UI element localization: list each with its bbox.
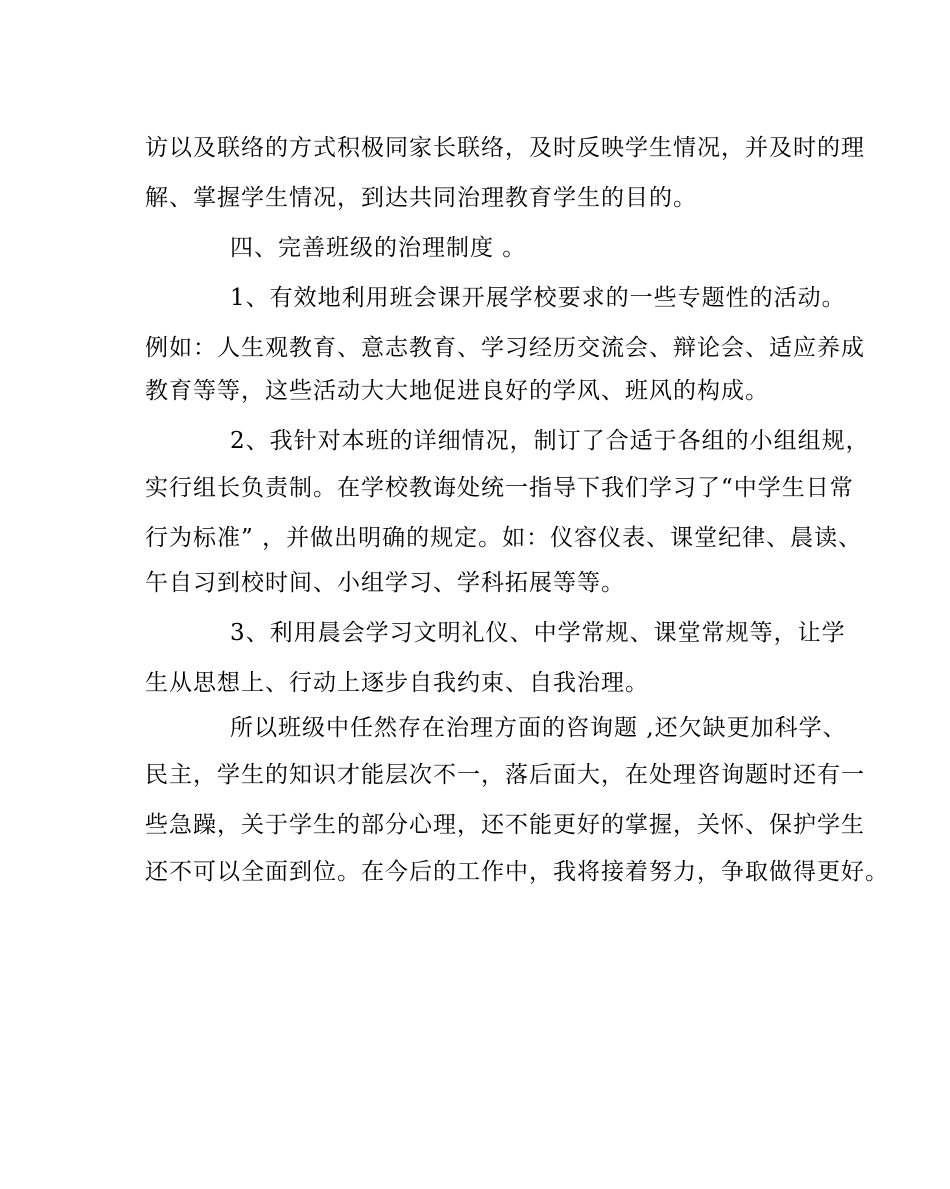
paragraph-line: 所以班级中任然存在治理方面的咨询题 ,还欠缺更加科学、 — [230, 715, 847, 741]
paragraph-line: 1、有效地利用班会课开展学校要求的一些专题性的活动。 — [230, 285, 846, 311]
paragraph-line: 些急躁，关于学生的部分心理，还不能更好的掌握，关怀、保护学生 — [145, 812, 865, 838]
paragraph-line: 访以及联络的方式积极同家长联络，及时反映学生情况，并及时的理 — [145, 135, 865, 161]
paragraph-line: 3、利用晨会学习文明礼仪、中学常规、课堂常规等，让学 — [230, 620, 846, 646]
paragraph-line: 解、掌握学生情况，到达共同治理教育学生的目的。 — [145, 185, 697, 211]
paragraph-line: 教育等等，这些活动大大地促进良好的学风、班风的构成。 — [145, 378, 769, 404]
paragraph-line: 行为标准” ，并做出明确的规定。如：仪容仪表、课堂纪律、晨读、 — [145, 525, 863, 551]
section-heading: 四、完善班级的治理制度 。 — [230, 235, 527, 261]
paragraph-line: 民主，学生的知识才能层次不一，落后面大，在处理咨询题时还有一 — [145, 762, 865, 788]
paragraph-line: 例如：人生观教育、意志教育、学习经历交流会、辩论会、适应养成 — [145, 335, 865, 361]
paragraph-line: 还不可以全面到位。在今后的工作中，我将接着努力，争取做得更好。 — [145, 859, 889, 885]
paragraph-line: 实行组长负责制。在学校教诲处统一指导下我们学习了“中学生日常 — [145, 475, 854, 501]
paragraph-line: 午自习到校时间、小组学习、学科拓展等等。 — [145, 570, 625, 596]
paragraph-line: 生从思想上、行动上逐步自我约束、自我治理。 — [145, 670, 649, 696]
paragraph-line: 2、我针对本班的详细情况，制订了合适于各组的小组组规， — [230, 428, 870, 454]
